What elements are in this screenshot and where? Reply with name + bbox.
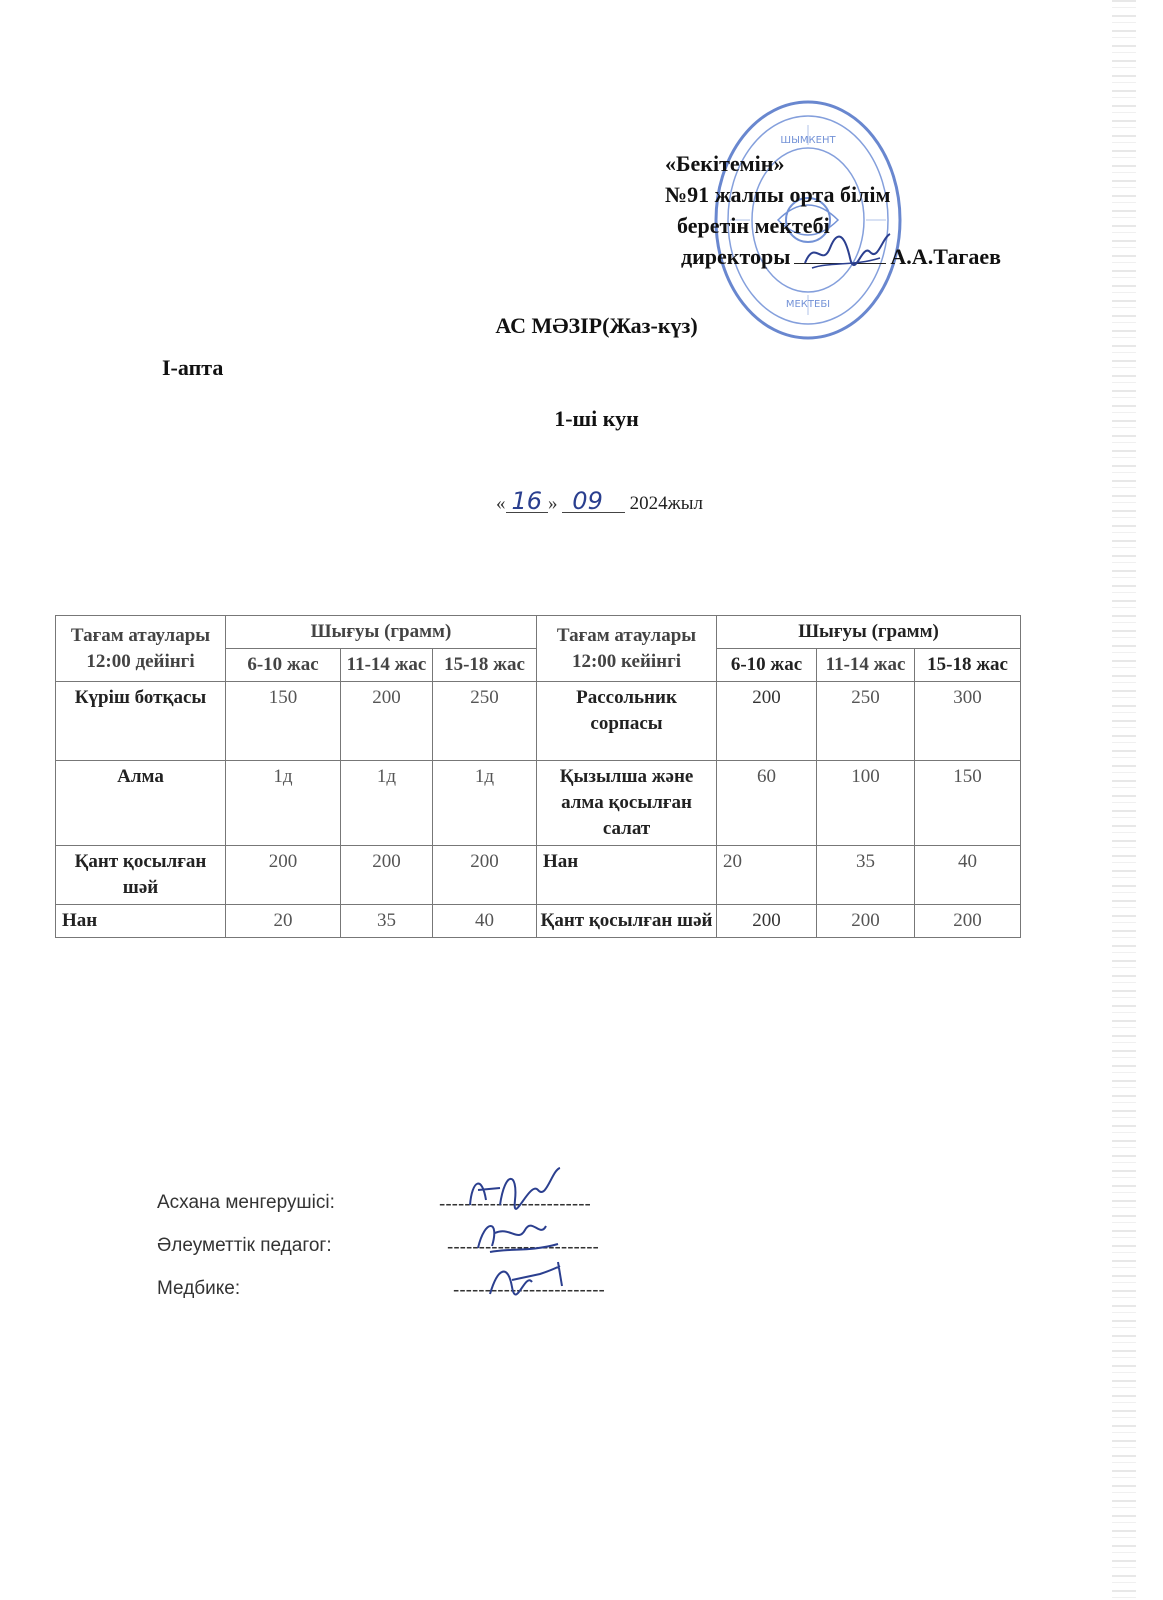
- signature-label: Медбике:: [157, 1278, 241, 1299]
- left-value: 1д: [341, 761, 433, 846]
- table-row: [56, 905, 1021, 938]
- page-title: АС МӘЗІР(Жаз-күз): [495, 313, 698, 338]
- right-value: 20: [717, 846, 817, 905]
- right-dish-name: Рассольник сорпасы: [537, 682, 717, 761]
- left-age-header: 11-14 жас: [341, 649, 433, 682]
- left-value: 40: [433, 905, 537, 938]
- left-value: 250: [433, 682, 537, 761]
- signature-dashes: ------------------------: [447, 1237, 599, 1258]
- date-close-quote: »: [548, 493, 558, 514]
- date-open-quote: «: [496, 493, 506, 514]
- right-age-header: 6-10 жас: [717, 649, 817, 682]
- left-value: 200: [341, 846, 433, 905]
- week-label: І-апта: [162, 355, 224, 380]
- signature-dashes: ------------------------: [439, 1194, 591, 1215]
- right-value: 40: [915, 846, 1021, 905]
- date-year: 2024жыл: [629, 493, 703, 514]
- right-value: 250: [817, 682, 915, 761]
- left-value: 200: [341, 682, 433, 761]
- left-dish-name: Күріш ботқасы: [56, 682, 226, 761]
- date-month: 09: [562, 490, 625, 513]
- director-signature: [800, 228, 895, 278]
- table-row: [56, 846, 1021, 905]
- social-pedagogue-signature: [470, 1208, 565, 1258]
- menu-table: [55, 615, 1021, 938]
- right-value: 300: [915, 682, 1021, 761]
- svg-text:ШЫМКЕНТ: ШЫМКЕНТ: [780, 135, 836, 146]
- right-age-header: 11-14 жас: [817, 649, 915, 682]
- table-row: [56, 761, 1021, 846]
- director-name: А.А.Тагаев: [890, 244, 1001, 269]
- signature-dashes: ------------------------: [453, 1280, 605, 1301]
- right-value: 200: [717, 905, 817, 938]
- left-value: 1д: [433, 761, 537, 846]
- right-output-header: Шығуы (грамм): [717, 616, 1021, 649]
- right-value: 60: [717, 761, 817, 846]
- approval-line-1: «Бекітемін»: [665, 151, 785, 176]
- right-value: 35: [817, 846, 915, 905]
- nurse-signature: [480, 1252, 575, 1302]
- cafeteria-head-signature: [460, 1160, 570, 1215]
- approval-line-2: №91 жалпы орта білім: [665, 182, 891, 207]
- signature-label: Асхана менгерушісі:: [157, 1192, 335, 1213]
- signature-label: Әлеуметтік педагог:: [157, 1235, 332, 1256]
- left-value: 1д: [226, 761, 341, 846]
- left-value: 35: [341, 905, 433, 938]
- right-value: 100: [817, 761, 915, 846]
- day-label: 1-ші кун: [554, 406, 639, 431]
- right-value: 150: [915, 761, 1021, 846]
- left-value: 200: [433, 846, 537, 905]
- approval-role: директоры: [681, 244, 791, 269]
- left-value: 200: [226, 846, 341, 905]
- left-dish-name: Қант қосылған шәй: [56, 846, 226, 905]
- left-value: 150: [226, 682, 341, 761]
- svg-text:МЕКТЕБІ: МЕКТЕБІ: [785, 299, 831, 310]
- left-output-header: Шығуы (грамм): [226, 616, 537, 649]
- right-value: 200: [717, 682, 817, 761]
- right-dish-name: Қызылша және алма қосылған салат: [537, 761, 717, 846]
- scan-edge-noise: [1112, 0, 1136, 1600]
- approval-line-3: беретін мектебі: [677, 213, 830, 238]
- right-dish-name: Қант қосылған шәй: [537, 905, 717, 938]
- left-value: 20: [226, 905, 341, 938]
- right-value: 200: [915, 905, 1021, 938]
- table-row: [56, 682, 1021, 761]
- date-line: [496, 487, 703, 515]
- left-dish-name: Алма: [56, 761, 226, 846]
- left-dish-name: Нан: [56, 905, 226, 938]
- left-name-header: Тағам атаулары 12:00 дейінгі: [56, 616, 226, 682]
- date-day: 16: [506, 490, 549, 513]
- left-age-header: 6-10 жас: [226, 649, 341, 682]
- left-age-header: 15-18 жас: [433, 649, 537, 682]
- right-age-header: 15-18 жас: [915, 649, 1021, 682]
- right-value: 200: [817, 905, 915, 938]
- right-name-header: Тағам атаулары 12:00 кейінгі: [537, 616, 717, 682]
- right-dish-name: Нан: [537, 846, 717, 905]
